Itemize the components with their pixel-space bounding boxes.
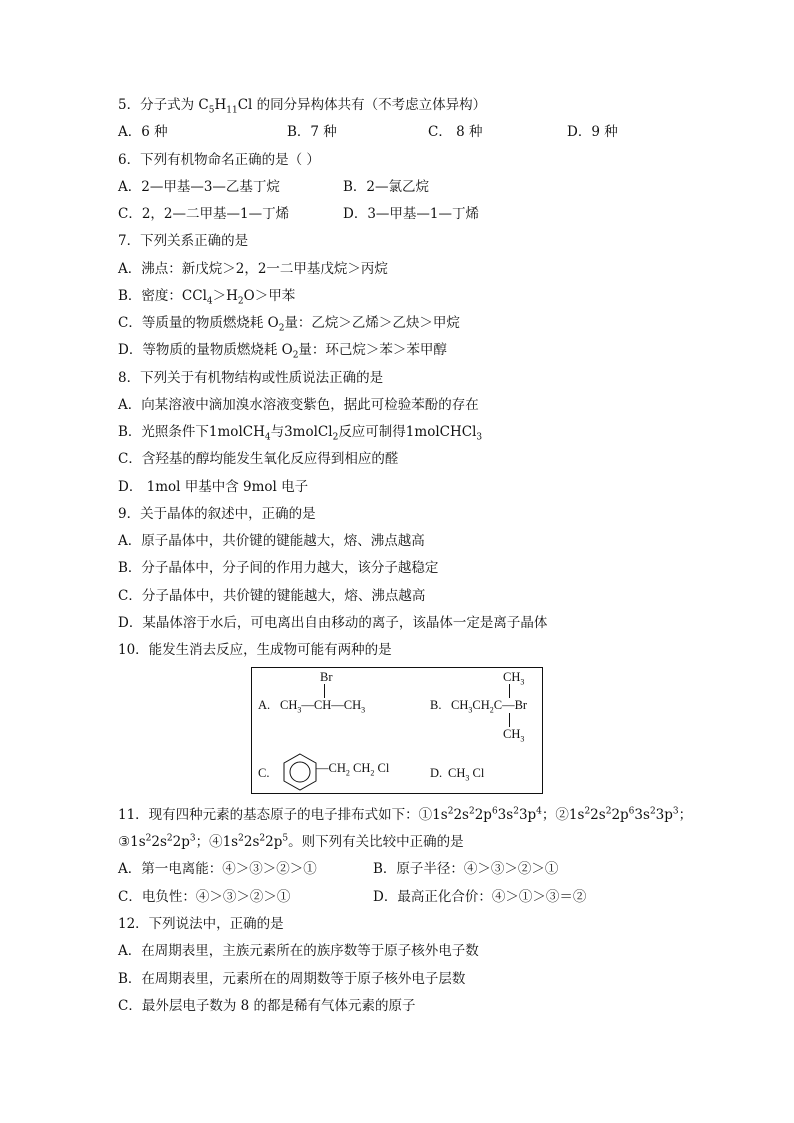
q8-option-b: B．光照条件下1molCH$_4$与3molCl$_2$反应可制得1molCHCl$_3$ — [118, 424, 483, 443]
q11-option-d: D．最高正化合价：④＞①＞③＝② — [373, 889, 587, 905]
q9-option-a: A．原子晶体中，共价键的键能越大，熔、沸点越高 — [118, 533, 425, 549]
q10-b-formula: $CH_3CH_2C—Br$ — [451, 698, 528, 715]
q11-option-a: A．第一电离能：④＞③＞②＞① — [118, 861, 317, 877]
q12-option-c: C．最外层电子数为 8 的都是稀有气体元素的原子 — [118, 998, 416, 1014]
q5-option-d: D．9 种 — [567, 124, 618, 140]
q7-option-c: C．等质量的物质燃烧耗 $O_2$量：乙烷＞乙烯＞乙炔＞甲烷 — [118, 315, 460, 334]
q10-b-label: B. — [430, 698, 442, 712]
q6-stem: 6．下列有机物命名正确的是（ ） — [118, 152, 320, 168]
q10-a-label: A. — [258, 698, 271, 712]
q10-a-formula: $CH_3—CH—CH_3$ — [280, 698, 366, 715]
q12-option-b: B．在周期表里，元素所在的周期数等于原子核外电子层数 — [118, 971, 466, 987]
q9-option-c: C．分子晶体中，共价键的键能越大，熔、沸点越高 — [118, 588, 426, 604]
q10-a-bond — [324, 684, 325, 698]
q8-option-a: A．向某溶液中滴加溴水溶液变紫色，据此可检验苯酚的存在 — [118, 397, 479, 413]
q7-option-a: A．沸点：新戊烷＞2，2一二甲基戊烷＞丙烷 — [118, 261, 388, 277]
q8-stem: 8．下列关于有机物结构或性质说法正确的是 — [118, 370, 384, 386]
q6-option-a: A．2—甲基—3—乙基丁烷 — [118, 179, 280, 195]
q6-option-b: B．2—氯乙烷 — [343, 179, 430, 195]
q12-stem: 12．下列说法中，正确的是 — [118, 916, 284, 932]
q10-b-bond-bottom — [509, 713, 510, 727]
q5-option-a: A．6 种 — [118, 124, 168, 140]
q10-b-top: $CH_3$ — [503, 670, 525, 687]
q7-option-d: D．等物质的量物质燃烧耗 $O_2$量：环己烷＞苯＞苯甲醇 — [118, 342, 447, 361]
q11-stem-line2: $③1s^22s^22p^3$；$④1s^22s^22p^5$。则下列有关比较中正确的是 — [118, 833, 464, 850]
q8-option-c: C．含羟基的醇均能发生氧化反应得到相应的醛 — [118, 451, 399, 467]
q5-option-c: C． 8 种 — [428, 124, 483, 140]
q10-c-label: C. — [258, 766, 270, 780]
q5-option-b: B．7 种 — [287, 124, 337, 140]
q11-option-c: C．电负性：④＞③＞②＞① — [118, 889, 291, 905]
q7-stem: 7．下列关系正确的是 — [118, 233, 249, 249]
q10-c-formula: $—CH_2$ $CH_2$ Cl — [316, 761, 390, 778]
q6-option-d: D．3—甲基—1—丁烯 — [343, 206, 480, 222]
q10-b-bottom: $CH_3$ — [503, 727, 525, 744]
q9-option-d: D．某晶体溶于水后，可电离出自由移动的离子，该晶体一定是离子晶体 — [118, 615, 548, 631]
q11-stem-line1: 11．现有四种元素的基态原子的电子排布式如下：$①1s^22s^22p^63s^23p^4$；$②1s^22s^22p^63s^23p^3$； — [118, 806, 693, 823]
q8-option-d: D． 1mol 甲基中含 9mol 电子 — [118, 479, 309, 495]
q10-d-label: D. — [430, 766, 443, 780]
q12-option-a: A．在周期表里，主族元素所在的族序数等于原子核外电子数 — [118, 943, 479, 959]
q9-option-b: B．分子晶体中，分子间的作用力越大，该分子越稳定 — [118, 560, 439, 576]
q5-stem: 5．分子式为 $C_5H_{11}Cl$ 的同分异构体共有（不考虑立体异构） — [118, 97, 487, 116]
q11-option-b: B．原子半径：④＞③＞②＞① — [373, 861, 559, 877]
q10-stem: 10．能发生消去反应，生成物可能有两种的是 — [118, 642, 392, 658]
q10-d-formula: $CH_3$ Cl — [448, 766, 485, 783]
q6-option-c: C．2，2—二甲基—1—丁烯 — [118, 206, 290, 222]
q10-a-br: Br — [320, 670, 333, 684]
q10-b-bond-top — [509, 684, 510, 698]
q10-structures-box — [251, 667, 543, 794]
q9-stem: 9．关于晶体的叙述中，正确的是 — [118, 506, 316, 522]
q7-option-b: B．密度：$CCl_4>H_2O>$甲苯 — [118, 288, 296, 307]
